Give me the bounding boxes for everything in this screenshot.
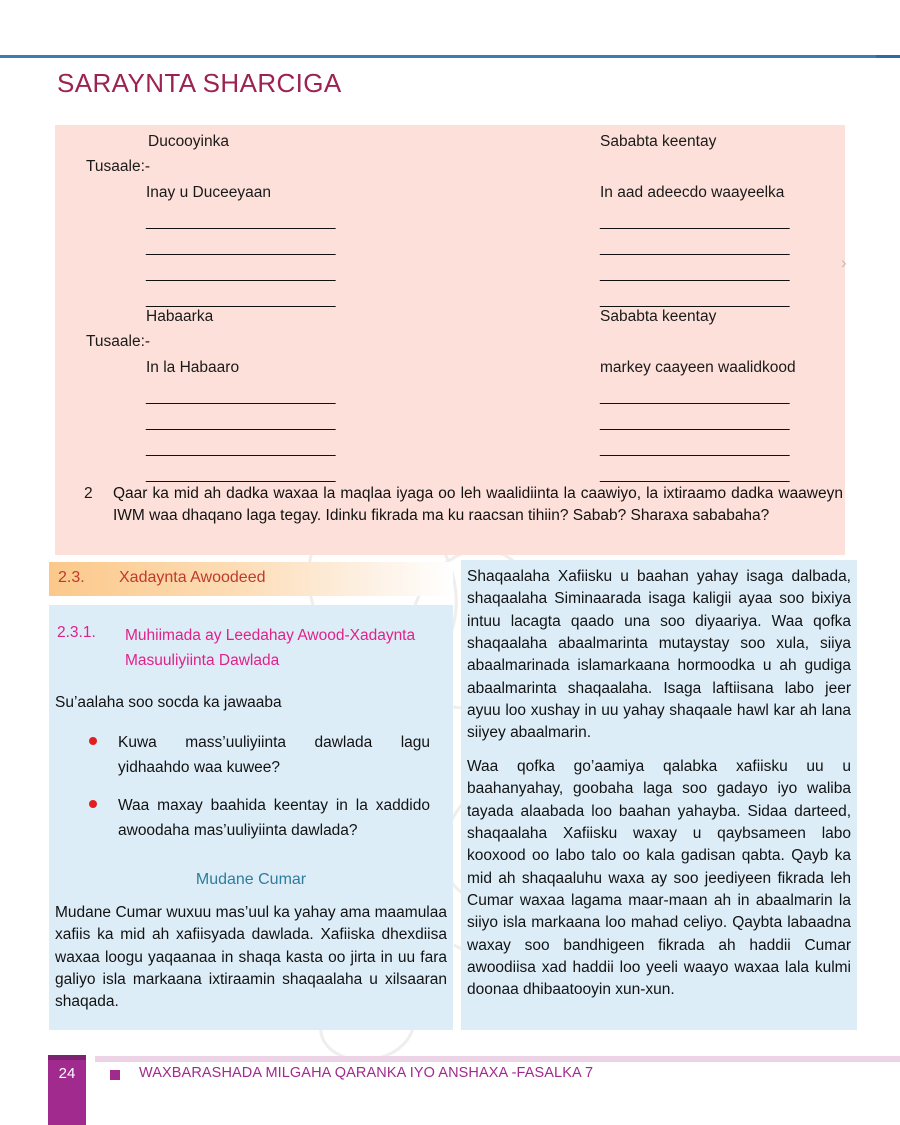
answer-blank-line[interactable]: _______________________ — [146, 213, 336, 230]
example-item-right-1: In aad adeecdo waayeelka — [600, 184, 785, 201]
case-study-heading: Mudane Cumar — [195, 871, 307, 888]
answer-blank-line[interactable]: _______________________ — [146, 291, 336, 308]
footer-rule — [95, 1056, 900, 1062]
subsection-title: Muhiimada ay Leedahay Awood-Xadaynta Masuuliyiinta Dawlada — [125, 627, 416, 669]
answer-blank-line[interactable]: _______________________ — [146, 239, 336, 256]
answer-blank-line[interactable]: _______________________ — [600, 213, 790, 230]
table-column-header-right: Sababta keentay — [600, 133, 717, 150]
row-heading-right-2: Sababta keentay — [600, 308, 717, 325]
example-label-2: Tusaale:- — [86, 333, 151, 350]
answer-blank-line[interactable]: _______________________ — [146, 388, 336, 405]
case-study-right-paragraph-2: Waa qofka go’aamiya qalabka xafiisku uu u baahanyahay, goobaha laga soo gadayo iyo waliba tayada alaabada loo baahan yahayba. Sidaa darteed, shaqaalaha Xafiisku waxay u qaybsameen labo kooxood oo labo talo oo kala gadisan qabta. Qayb ka mid ah shaqaaluhu waxa ay soo jeediyeen fikrada leh Cumar waxaa lagama maar-maan ah in abaalmarin la siiyo isla markaana loo mahad celiyo. Qaybta labaadna waxay soo bandhigeen fikrada ah haddii Cumar awoodiisa xad haddii loo yeeli waayo waxaa lala kulmi doonaa dhibaatooyin xun-xun. — [467, 758, 851, 999]
example-item-right-2: markey caayeen waalidkood — [600, 359, 796, 376]
answer-blank-line[interactable]: _______________________ — [146, 466, 336, 483]
chevron-right-icon[interactable]: › — [841, 253, 847, 272]
answer-blank-line[interactable]: _______________________ — [146, 440, 336, 457]
bullet-dot-icon — [89, 737, 97, 745]
header-rule — [0, 55, 880, 58]
example-label-1: Tusaale:- — [86, 158, 151, 175]
example-item-left-1: Inay u Duceeyaan — [146, 184, 271, 201]
answer-blank-line[interactable]: _______________________ — [600, 440, 790, 457]
footer-page-number: 24 — [58, 1065, 76, 1082]
left-column — [49, 605, 453, 1030]
exercise-panel — [55, 125, 845, 555]
answer-blank-line[interactable]: _______________________ — [600, 466, 790, 483]
section-title: Xadaynta Awoodeed — [119, 569, 266, 586]
answer-blank-line[interactable]: _______________________ — [146, 414, 336, 431]
questions-intro: Su’aalaha soo socda ka jawaaba — [55, 694, 282, 711]
list-item-label: Kuwa mass’uuliyiinta dawlada lagu yidhaahdo waa kuwee? — [118, 734, 430, 777]
footer-title: WAXBARASHADA MILGAHA QARANKA IYO ANSHAXA -FASALKA 7 — [139, 1065, 594, 1081]
answer-blank-line[interactable]: _______________________ — [600, 265, 790, 282]
table-column-header-left: Ducooyinka — [148, 133, 229, 150]
right-column — [461, 560, 857, 1030]
answer-blank-line[interactable]: _______________________ — [600, 414, 790, 431]
example-item-left-2: In la Habaaro — [146, 359, 240, 376]
answer-blank-line[interactable]: _______________________ — [600, 388, 790, 405]
bullet-dot-icon — [89, 800, 97, 808]
list-item-label: Waa maxay baahida keentay in la xaddido awoodaha mas’uuliyiinta dawlada? — [118, 797, 430, 840]
page-title: SARAYNTA SHARCIGA — [57, 68, 342, 98]
case-study-right-paragraph-1: Shaqaalaha Xafiisku u baahan yahay isaga dalbada, shaqaalaha Siminaarada isaga kaligii ayaa soo bixiya intuu lacagta qaado una soo diyaariya. Waa qofka shaqaalaha abaalmarinta mutaystay soo xula, siiya abaalmarinada islamarkaana hormoodka u ah gudiga abaalmarinta shaqaalaha. Isaga laftiisana labo jeer ayuu loo xushay in uu yahay shaqaale hawl kar ah lana siiyey abaalmarin. — [467, 568, 851, 742]
question-number: 2 — [84, 485, 93, 502]
answer-blank-line[interactable]: _______________________ — [600, 291, 790, 308]
answer-blank-line[interactable]: _______________________ — [146, 265, 336, 282]
row-heading-left-2: Habaarka — [146, 308, 214, 325]
case-study-left-paragraph: Mudane Cumar wuxuu mas’uul ka yahay ama maamulaa xafiis ka mid ah xafiisyada dawlada. Xafiiska dhexdiisa waxaa loogu yaqaanaa in shaqa kasta oo jirta in uu fara galiyo isla markaana ixtiraamin shaqaalaha u xilsaaran shaqada. — [55, 904, 447, 1011]
square-bullet-icon — [110, 1070, 120, 1080]
footer-page-box-cap — [48, 1055, 86, 1060]
subsection-number: 2.3.1. — [57, 624, 96, 641]
header-rule-cap — [876, 55, 900, 58]
question-text: Qaar ka mid ah dadka waxaa la maqlaa iyaga oo leh waalidiinta la caawiyo, la ixtiraamo dadka waaweyn IWM waa dhaqano laga tegay. Idinku fikrada ma ku raacsan tihiin? Sabab? Sharaxa sababaha? — [113, 485, 843, 524]
section-header — [49, 562, 453, 596]
answer-blank-line[interactable]: _______________________ — [600, 239, 790, 256]
section-number: 2.3. — [58, 569, 85, 586]
